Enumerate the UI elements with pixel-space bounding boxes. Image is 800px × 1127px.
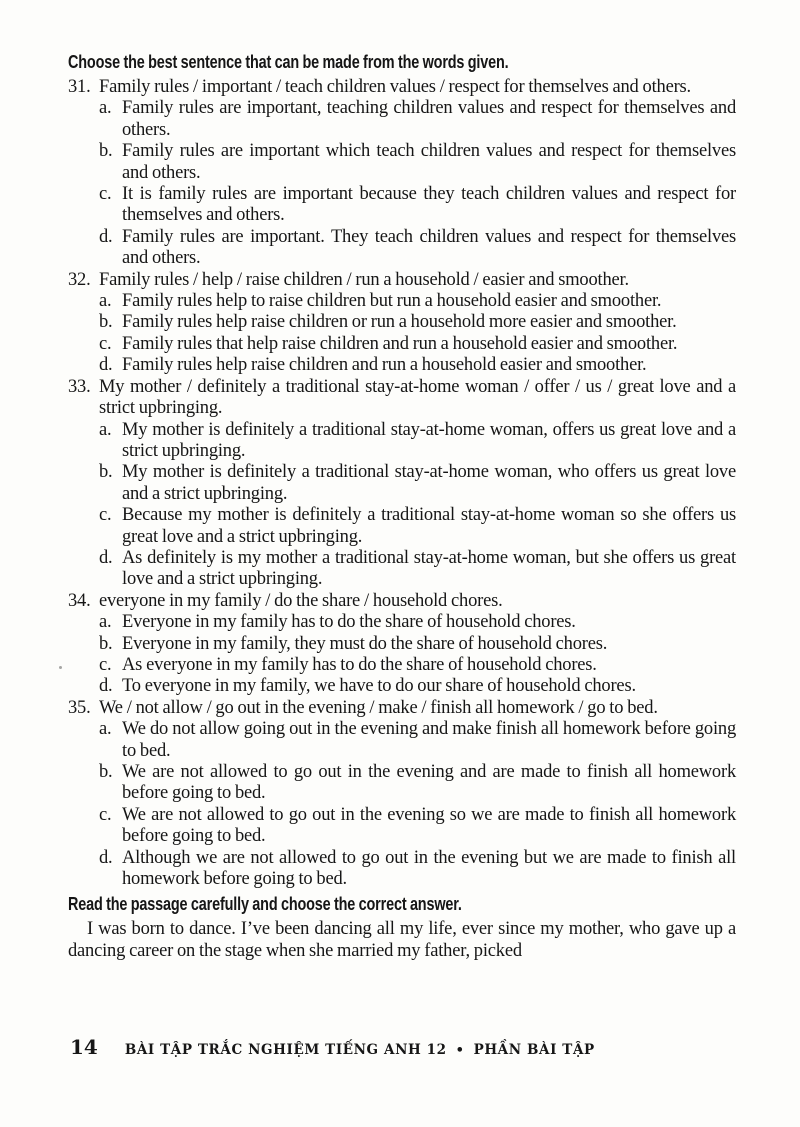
option-letter: a. xyxy=(99,98,112,119)
option-33-a xyxy=(99,420,736,463)
option-35-a xyxy=(99,719,736,762)
option-text: We are not allowed to go out in the evening so we are made to finish all homework before going to bed. xyxy=(122,804,736,847)
option-text: Family rules are important, teaching children values and respect for themselves and others. xyxy=(122,98,736,140)
option-letter: b. xyxy=(99,312,113,333)
option-text: As definitely is my mother a traditional stay-at-home woman, but she offers us great love and a strict upbringing. xyxy=(122,547,736,590)
option-letter: c. xyxy=(99,333,112,354)
section-heading-reading: Read the passage carefully and choose the correct answer. xyxy=(68,893,462,915)
option-text: To everyone in my family, we have to do our share of household chores. xyxy=(122,676,636,697)
option-letter: c. xyxy=(99,505,112,526)
question-prompt: We / not allow / go out in the evening / make / finish all homework / go to bed. xyxy=(99,697,658,718)
question-prompt-row xyxy=(68,698,736,719)
option-letter: d. xyxy=(99,847,113,868)
option-letter: a. xyxy=(99,612,112,633)
option-letter: a. xyxy=(99,291,112,312)
option-text: We are not allowed to go out in the evening and are made to finish all homework before going to bed. xyxy=(122,762,736,804)
option-letter: d. xyxy=(99,355,113,376)
question-prompt: Family rules / important / teach children values / respect for themselves and others. xyxy=(99,77,691,97)
question-prompt: everyone in my family / do the share / household chores. xyxy=(99,590,503,611)
option-32-c xyxy=(99,334,736,355)
option-text: It is family rules are important because they teach children values and respect for themselves and others. xyxy=(122,184,736,226)
option-text: Everyone in my family, they must do the share of household chores. xyxy=(122,633,608,654)
option-letter: c. xyxy=(99,184,112,205)
question-32 xyxy=(68,270,736,377)
question-prompt-row xyxy=(68,591,736,612)
option-32-a xyxy=(99,291,736,312)
passage-paragraph: I was born to dance. I’ve been dancing all my life, ever since my mother, who gave up a dancing career on the stage when she married my father, picked xyxy=(68,919,736,961)
option-letter: a. xyxy=(99,719,112,740)
option-text: My mother is definitely a traditional stay-at-home woman, offers us great love and a strict upbringing. xyxy=(122,419,736,461)
option-34-d xyxy=(99,676,736,697)
question-prompt-row xyxy=(68,77,736,98)
option-letter: b. xyxy=(99,762,113,782)
question-33 xyxy=(68,377,736,591)
option-text: Family rules help to raise children but run a household easier and smoother. xyxy=(122,291,662,312)
option-letter: c. xyxy=(99,804,112,825)
option-text: My mother is definitely a traditional stay-at-home woman, who offers us great love and a strict upbringing. xyxy=(122,462,736,504)
footer-bullet-icon: • xyxy=(455,1043,465,1058)
page-number: 14 xyxy=(70,1035,98,1059)
footer-section-title: PHẦN BÀI TẬP xyxy=(473,1042,595,1058)
question-number: 33. xyxy=(68,376,91,397)
option-letter: d. xyxy=(99,676,113,697)
option-31-a xyxy=(99,98,736,141)
option-35-d xyxy=(99,848,736,891)
option-32-d xyxy=(99,355,736,376)
option-33-b xyxy=(99,462,736,505)
option-text: Although we are not allowed to go out in the evening but we are made to finish all homework before going to bed. xyxy=(122,847,736,890)
option-text: Family rules help raise children and run a household easier and smoother. xyxy=(122,355,647,376)
option-34-c xyxy=(99,655,736,676)
option-letter: b. xyxy=(99,141,113,162)
option-letter: d. xyxy=(99,226,113,247)
page-footer xyxy=(70,1035,595,1059)
option-text: Because my mother is definitely a traditional stay-at-home woman so she offers us great love and a strict upbringing. xyxy=(122,505,736,547)
option-32-b xyxy=(99,312,736,333)
section-heading-sentence-choice: Choose the best sentence that can be made from the words given. xyxy=(68,51,509,72)
option-letter: a. xyxy=(99,419,112,440)
question-number: 32. xyxy=(68,269,91,290)
option-text: Family rules are important. They teach children values and respect for themselves and others. xyxy=(122,226,736,269)
option-31-c xyxy=(99,184,736,227)
question-31 xyxy=(68,77,736,270)
question-35 xyxy=(68,698,736,891)
option-text: Family rules help raise children or run a household more easier and smoother. xyxy=(122,312,677,333)
option-letter: b. xyxy=(99,633,113,654)
option-35-c xyxy=(99,805,736,848)
option-text: Family rules are important which teach children values and respect for themselves and others. xyxy=(122,141,736,183)
scan-artifact-dot xyxy=(59,666,62,669)
option-34-b xyxy=(99,634,736,655)
question-34 xyxy=(68,591,736,698)
question-number: 34. xyxy=(68,590,91,611)
page-content xyxy=(68,50,736,962)
question-number: 31. xyxy=(68,77,91,97)
option-letter: b. xyxy=(99,462,113,483)
option-35-b xyxy=(99,762,736,805)
option-letter: d. xyxy=(99,547,113,568)
question-prompt-row xyxy=(68,377,736,420)
question-prompt: My mother / definitely a traditional stay-at-home woman / offer / us / great love and a strict upbringing. xyxy=(99,376,736,419)
option-34-a xyxy=(99,612,736,633)
question-prompt-row xyxy=(68,270,736,291)
option-text: Family rules that help raise children and run a household easier and smoother. xyxy=(122,333,678,354)
option-text: We do not allow going out in the evening and make finish all homework before going to bed. xyxy=(122,719,736,761)
option-letter: c. xyxy=(99,654,112,675)
question-prompt: Family rules / help / raise children / run a household / easier and smoother. xyxy=(99,269,629,290)
option-33-d xyxy=(99,548,736,591)
option-text: Everyone in my family has to do the share of household chores. xyxy=(122,612,576,633)
question-number: 35. xyxy=(68,697,91,718)
option-31-d xyxy=(99,227,736,270)
option-text: As everyone in my family has to do the share of household chores. xyxy=(122,654,597,675)
footer-book-title: BÀI TẬP TRẮC NGHIỆM TIẾNG ANH 12 xyxy=(124,1042,447,1058)
option-33-c xyxy=(99,505,736,548)
option-31-b xyxy=(99,141,736,184)
